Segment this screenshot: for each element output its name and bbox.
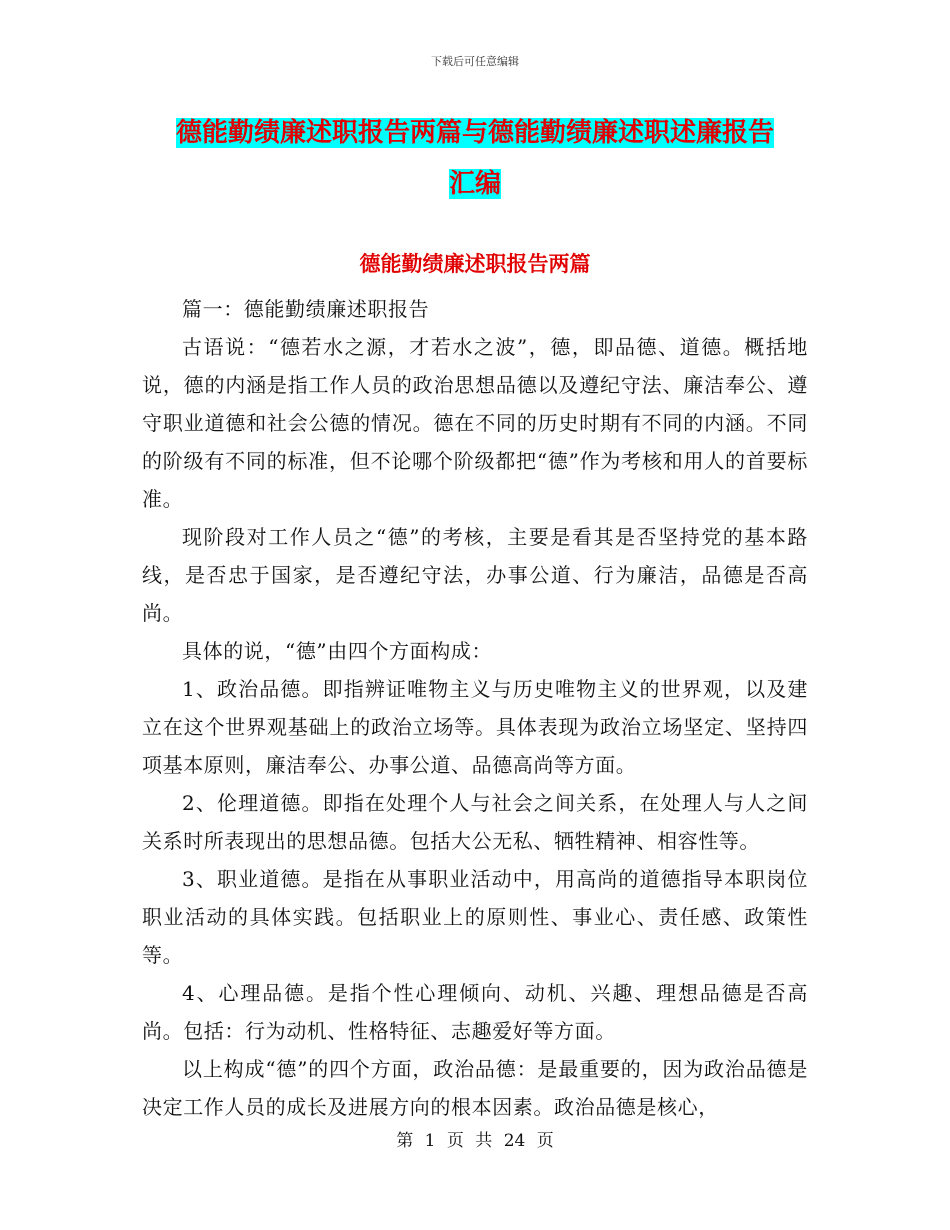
section-title: 德能勤绩廉述职报告两篇	[359, 252, 591, 276]
paragraph: 4、心理品德。是指个性心理倾向、动机、兴趣、理想品德是否高尚。包括：行为动机、性格特征、志趣爱好等方面。	[142, 981, 808, 1043]
paragraph: 以上构成“德”的四个方面，政治品德：是最重要的，因为政治品德是决定工作人员的成长及进展方向的根本因素。政治品德是核心，	[142, 1057, 808, 1119]
document-title	[142, 108, 808, 210]
paragraph: 古语说：“德若水之源，才若水之波”，德，即品德、道德。概括地说，德的内涵是指工作人员的政治思想品德以及遵纪守法、廉洁奉公、遵守职业道德和社会公德的情况。德在不同的历史时期有不同的内涵。不同的阶级有不同的标准，但不论哪个阶级都把“德”作为考核和用人的首要标准。	[142, 335, 808, 511]
paragraph: 现阶段对工作人员之“德”的考核，主要是看其是否坚持党的基本路线，是否忠于国家，是否遵纪守法，办事公道、行为廉洁，品德是否高尚。	[142, 525, 808, 625]
paragraph: 2、伦理道德。即指在处理个人与社会之间关系，在处理人与人之间关系时所表现出的思想品德。包括大公无私、牺牲精神、相容性等。	[142, 791, 808, 853]
page-footer: 第 1 页 共 24 页	[396, 1131, 554, 1151]
paragraph: 1、政治品德。即指辨证唯物主义与历史唯物主义的世界观，以及建立在这个世界观基础上的政治立场等。具体表现为政治立场坚定、坚持四项基本原则，廉洁奉公、办事公道、品德高尚等方面。	[142, 677, 808, 777]
paragraph: 具体的说，“德”由四个方面构成：	[182, 639, 493, 663]
document-title-line1: 德能勤绩廉述职报告两篇与德能勤绩廉述职述廉报告	[175, 118, 774, 148]
document-title-line2: 汇编	[448, 169, 501, 199]
header-note: 下载后可任意编辑	[431, 55, 519, 68]
paragraph: 3、职业道德。是指在从事职业活动中，用高尚的道德指导本职岗位职业活动的具体实践。包括职业上的原则性、事业心、责任感、政策性等。	[142, 867, 808, 967]
paragraph: 篇一：德能勤绩廉述职报告	[182, 297, 430, 321]
body-text	[142, 290, 808, 1126]
